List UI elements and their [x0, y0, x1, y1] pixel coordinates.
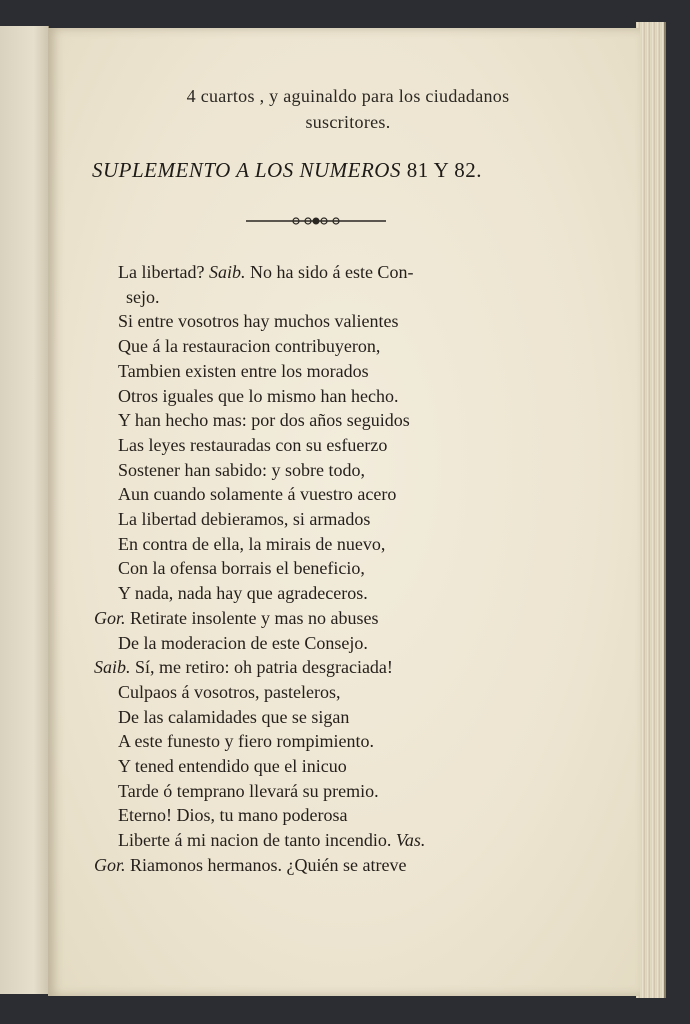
- verse-line: [118, 384, 398, 408]
- verse-text: Con la ofensa borrais el beneficio,: [118, 558, 365, 579]
- verse-line: [94, 606, 378, 630]
- ornament-divider: [246, 216, 386, 226]
- verse-line: [118, 581, 368, 605]
- verse-text: Eterno! Dios, tu mano poderosa: [118, 805, 348, 826]
- verse-text: Riamonos hermanos. ¿Quién se atreve: [125, 854, 407, 875]
- verse-text: La libertad debieramos, si armados: [118, 509, 371, 529]
- verse-line: [118, 334, 380, 358]
- verse-text: En contra de ella, la mirais de nuevo,: [118, 533, 386, 554]
- page-title: [92, 158, 612, 183]
- book-page: [48, 28, 640, 996]
- verse-line: [118, 680, 340, 704]
- header-line-1: 4 cuartos , y aguinaldo para los ciudadanos: [186, 86, 510, 106]
- verse-line: [118, 260, 413, 284]
- verse-line: [118, 631, 368, 655]
- verse-line: [118, 532, 385, 556]
- verse-text: Las leyes restauradas con su esfuerzo: [118, 434, 388, 455]
- verse-line: [118, 779, 379, 803]
- verse-text: Retirate insolente y mas no abuses: [125, 607, 379, 628]
- verse-line: [118, 359, 369, 383]
- title-text: SUPLEMENTO A LOS NUMEROS: [92, 158, 401, 182]
- speaker-label: Gor.: [94, 854, 126, 875]
- verse-text: Que á la restauracion contribuyeron,: [118, 336, 381, 357]
- verse-text: Tambien existen entre los morados: [118, 360, 369, 381]
- verse-line: [126, 285, 160, 309]
- verse-text: No ha sido á este Con-: [245, 262, 414, 282]
- verse-text: Si entre vosotros hay muchos valientes: [118, 311, 399, 332]
- verse-text: Aun cuando solamente á vuestro acero: [118, 484, 397, 505]
- verse-line: [94, 853, 406, 877]
- verse-line: [118, 408, 410, 432]
- speaker-label: Saib.: [208, 262, 246, 282]
- title-numbers: 81 Y 82.: [406, 158, 483, 182]
- verse-text: Sí, me retiro: oh patria desgraciada!: [130, 657, 393, 678]
- verse-line: [118, 433, 387, 457]
- verse-line: [94, 655, 393, 679]
- verse-line: [118, 309, 398, 333]
- verse-text: sejo.: [126, 286, 160, 307]
- speaker-label: Gor.: [94, 607, 126, 628]
- page-stack-edge: [636, 22, 666, 998]
- verse-text: Liberte á mi nacion de tanto incendio.: [118, 830, 396, 851]
- verse-line: [118, 803, 347, 827]
- verse-line: [118, 705, 349, 729]
- verse-text: La libertad?: [118, 262, 209, 282]
- verse-text: Culpaos á vosotros, pasteleros,: [118, 681, 341, 702]
- verse-text: Tarde ó temprano llevará su premio.: [118, 780, 379, 801]
- verse-text: Sostener han sabido: y sobre todo,: [118, 459, 365, 480]
- verse-text: A este funesto y fiero rompimiento.: [118, 731, 374, 752]
- speaker-label: Vas.: [395, 830, 426, 851]
- verse-line: [118, 482, 396, 506]
- verse-line: [118, 458, 365, 482]
- verse-text: Y nada, nada hay que agradeceros.: [118, 583, 368, 604]
- verse-text: De la moderacion de este Consejo.: [118, 632, 368, 653]
- verse-line: [118, 556, 365, 580]
- speaker-label: Saib.: [94, 657, 131, 678]
- verse-line: [118, 507, 370, 531]
- left-page-edge: [0, 26, 49, 994]
- header-line-2: suscritores.: [305, 112, 391, 132]
- verse-line: [118, 754, 347, 778]
- verse-line: [118, 828, 425, 852]
- verse-text: Otros iguales que lo mismo han hecho.: [118, 385, 399, 406]
- verse-text: De las calamidades que se sigan: [118, 706, 350, 727]
- verse-text: Y tened entendido que el inicuo: [118, 756, 347, 776]
- verse-line: [118, 729, 374, 753]
- verse-text: Y han hecho mas: por dos años seguidos: [118, 410, 410, 431]
